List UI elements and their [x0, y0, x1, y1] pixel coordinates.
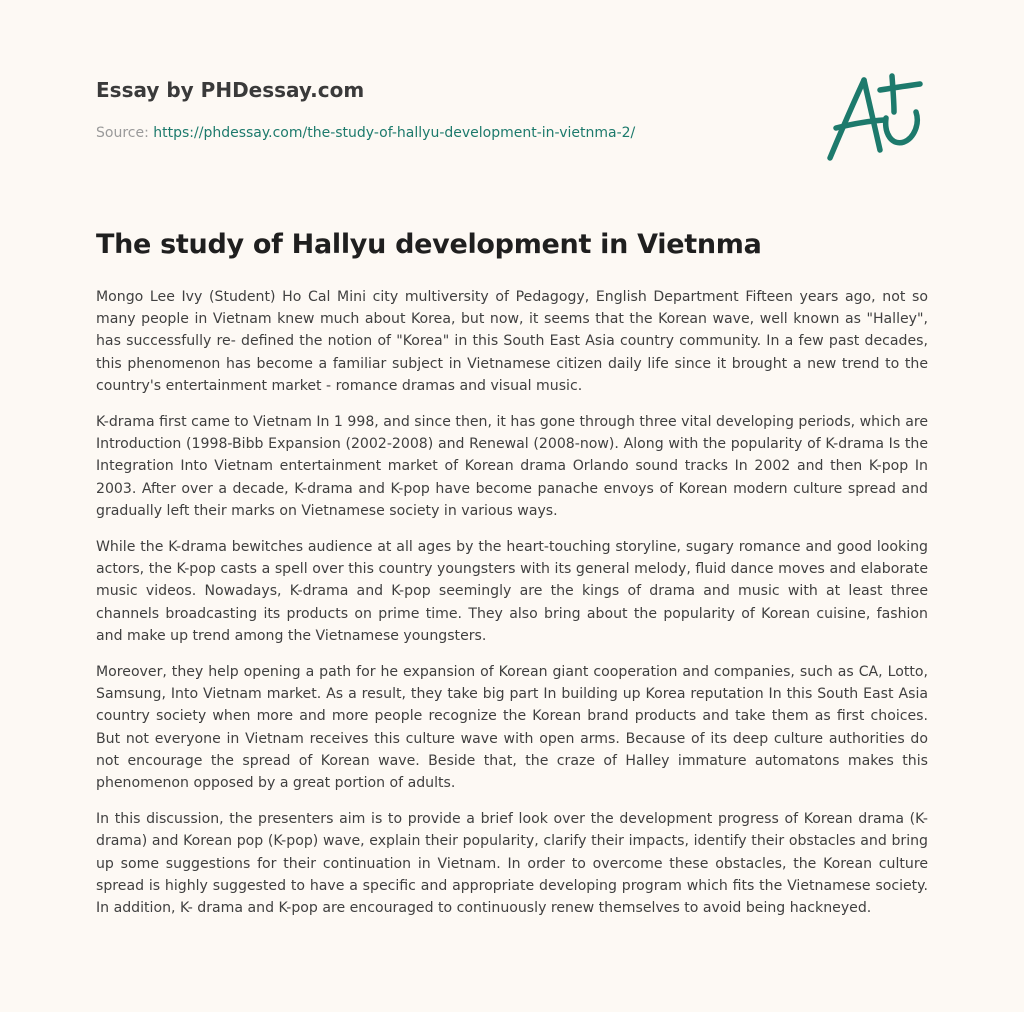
essay-paragraph: In this discussion, the presenters aim is to provide a brief look over the development progress of Korean drama (K-drama) and Korean pop (K-pop) wave, explain their popularity, clarify their impacts, identify their obstacles and bring up some suggestions for their continuation in Vietnam. In order to overcome these obstacles, the Korean culture spread is highly suggested to have a specific and appropriate developing program which fits the Vietnamese society. In addition, K- drama and K-pop are encouraged to continuously renew themselves to avoid being hackneyed. — [96, 811, 928, 917]
source-link[interactable]: https://phdessay.com/the-study-of-hallyu-development-in-vietnma-2/ — [153, 125, 636, 141]
essay-body — [96, 286, 928, 933]
brand-title: Essay by PHDessay.com — [96, 78, 365, 102]
essay-paragraph: Moreover, they help opening a path for he expansion of Korean giant cooperation and companies, such as CA, Lotto, Samsung, Into Vietnam market. As a result, they take big part In building up Korea reputation In this South East Asia country society when more and more people recognize the Korean brand products and take them as first choices. But not everyone in Vietnam receives this culture wave with open arms. Because of its deep culture authorities do not encourage the spread of Korean wave. Beside that, the craze of Halley immature automatons makes this phenomenon opposed by a great portion of adults. — [96, 664, 928, 792]
a-plus-grade-icon — [822, 66, 932, 166]
source-label: Source: — [96, 125, 154, 141]
essay-paragraph: K-drama first came to Vietnam In 1 998, and since then, it has gone through three vital developing periods, which are Introduction (1998-Bibb Expansion (2002-2008) and Renewal (2008-now). Along with the popularity of K-drama Is the Integration Into Vietnam entertainment market of Korean drama Orlando sound tracks In 2002 and then K-pop In 2003. After over a decade, K-drama and K-pop have become panache envoys of Korean modern culture spread and gradually left their marks on Vietnamese society in various ways. — [96, 414, 928, 519]
essay-paragraph: While the K-drama bewitches audience at all ages by the heart-touching storyline, sugary romance and good looking actors, the K-pop casts a spell over this country youngsters with its general melody, fluid dance moves and elaborate music videos. Nowadays, K-drama and K-pop seemingly are the kings of drama and music with at least three channels broadcasting its products on prime time. They also bring about the popularity of Korean cuisine, fashion and make up trend among the Vietnamese youngsters. — [96, 539, 928, 644]
source-line — [96, 124, 796, 142]
essay-paragraph: Mongo Lee Ivy (Student) Ho Cal Mini city multiversity of Pedagogy, English Department Fifteen years ago, not so many people in Vietnam knew much about Korea, but now, it seems that the Korean wave, well known as "Halley", has successfully re- defined the notion of "Korea" in this South East Asia country community. In a few past decades, this phenomenon has become a familiar subject in Vietnamese citizen daily life since it brought a new trend to the country's entertainment market - romance dramas and visual music. — [96, 289, 928, 394]
essay-title: The study of Hallyu development in Vietnma — [96, 229, 762, 260]
page-header — [96, 78, 796, 142]
